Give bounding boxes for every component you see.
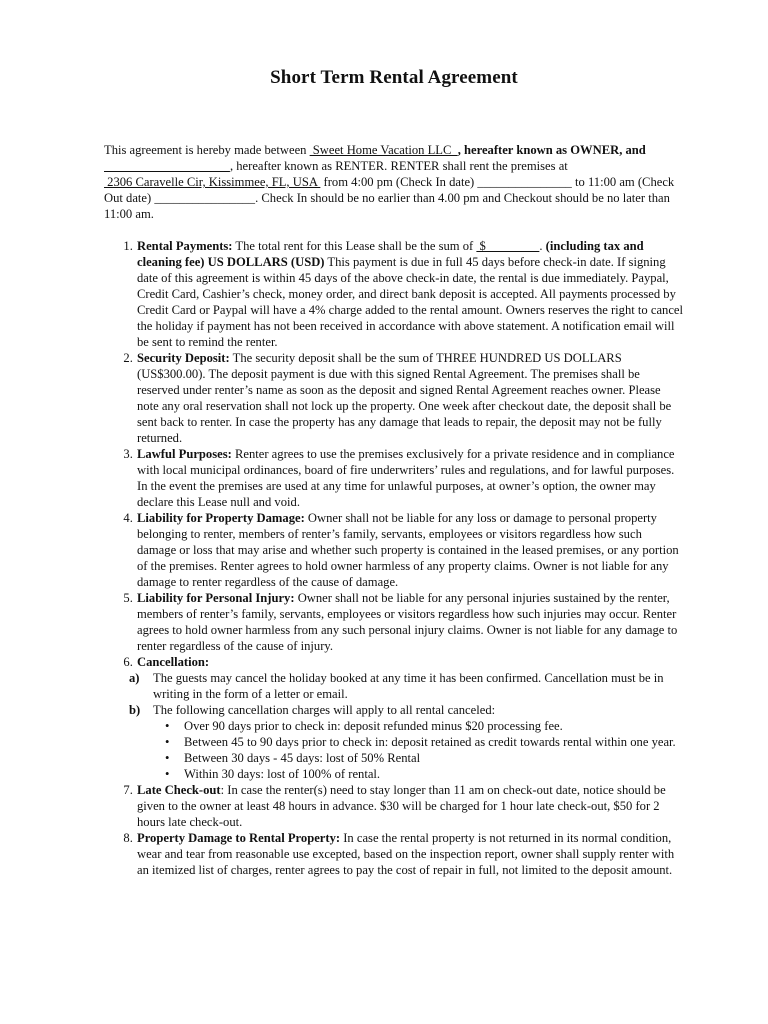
terms-list (104, 238, 684, 878)
section-property-damage-rental (136, 830, 684, 878)
sub-label: a) (129, 671, 140, 685)
bullet-item: • Between 45 to 90 days prior to check in: deposit retained as credit towards rental within one year. (163, 734, 684, 750)
section-lawful-purposes (136, 446, 684, 510)
section-heading: Lawful Purposes: (137, 447, 232, 461)
intro-text: , hereafter known as OWNER, and (457, 143, 646, 157)
section-text: The security deposit shall be the sum of THREE HUNDRED US DOLLARS (US$300.00). The deposit payment is due with this signed Rental Agreement. The premises shall be reserved under renter’s name as soon as the deposit and signed Rental Agreement reaches owner. Please note any oral reservation shall not lock up the property. One week after checkout date, the deposit shall be sent back to renter. In case the property has any damage that leads to repair, the deposit may not be fully returned. (137, 351, 672, 445)
section-text: : In case the renter(s) need to stay longer than 11 am on check-out date, notice should be given to the owner at least 48 hours in advance. $30 will be charged for 1 hour late check-out, $50 for 2 hours late check-out. (137, 783, 666, 829)
section-text: The total rent for this Lease shall be the sum of (232, 239, 477, 253)
intro-paragraph (104, 142, 684, 222)
list-item (129, 670, 684, 702)
section-property-damage-liability (136, 510, 684, 590)
section-text: Owner shall not be liable for any loss or damage to personal property belonging to renter, members of renter’s family, servants, employees or visitors regardless how such damage or loss that may arise and whether such property is contained in the leased premises, or any portion of the premises. Renter agrees to hold owner harmless of any property claims. Owner is not liable for any damage to renter regardless of the cause of damage. (137, 511, 679, 589)
section-heading: Cancellation: (137, 655, 210, 669)
intro-text: , hereafter known as RENTER. RENTER shall rent the premises at (229, 159, 568, 173)
section-heading: Rental Payments: (137, 239, 233, 253)
section-text: In case the rental property is not returned in its normal condition, wear and tear from reasonable use excepted, based on the inspection report, owner shall supply renter with an itemized list of charges, renter agrees to pay the cost of repair in full, not limited to the deposit amount. (137, 831, 675, 877)
section-heading: Property Damage to Rental Property: (137, 831, 341, 845)
sub-label: b) (129, 703, 141, 717)
cancellation-charges-list (163, 718, 684, 782)
cancellation-sublist (129, 670, 684, 782)
section-heading: Security Deposit: (137, 351, 230, 365)
sub-text: The guests may cancel the holiday booked at any time it has been confirmed. Cancellation must be in writing in the form of a letter or email. (153, 671, 664, 701)
intro-text: This agreement is hereby made between (104, 143, 310, 157)
section-heading: Liability for Personal Injury: (137, 591, 295, 605)
list-item (129, 702, 684, 782)
bullet-item: • Within 30 days: lost of 100% of rental. (163, 766, 684, 782)
section-text: Renter agrees to use the premises exclusively for a private residence and in compliance with local municipal ordinances, board of fire underwriters’ rules and regulations, and for lawful purposes. In the event the premises are used at any time for unlawful purposes, at owner’s option, the owner may declare this Lease null and void. (137, 447, 675, 509)
rent-amount-blank: $ (476, 239, 540, 253)
owner-name-field: Sweet Home Vacation LLC (309, 143, 458, 157)
document-title: Short Term Rental Agreement (270, 67, 518, 88)
section-cancellation (129, 654, 684, 782)
sub-text: The following cancellation charges will apply to all rental canceled: (153, 703, 496, 717)
renter-name-blank (104, 159, 230, 173)
section-heading: Liability for Property Damage: (137, 511, 305, 525)
bullet-item: • Between 30 days - 45 days: lost of 50% Rental (163, 750, 684, 766)
section-text: This payment is due in full 45 days before check-in date. If signing date of this agreement is within 45 days of the above check-in date, the rental is due immediately. Paypal, Credit Card, Cashier’s check, money order, and direct bank deposit is accepted. All payments processed by Credit Card or Paypal will have a 4% charge added to the rental amount. Owners reserves the right to cancel the holiday if payment has not been received in accordance with above statement. A notification email will be sent to remind the renter. (137, 255, 684, 349)
section-personal-injury-liability (136, 590, 684, 654)
property-address-field: 2306 Caravelle Cir, Kissimmee, FL, USA (104, 175, 321, 189)
bullet-item: • Over 90 days prior to check in: deposit refunded minus $20 processing fee. (163, 718, 684, 734)
section-bold-text: (including tax and cleaning fee) US DOLLARS (USD) (137, 239, 644, 269)
section-rental-payments: 1. Rental Payments: The total rent for this Lease shall be the sum of $ . (including tax and cleaning fee) US DOLLARS (USD) This payment is due in full 45 days before check-in date. If signing date of this agreement is within 45 days of the above check-in date, the rental is due immediately. Paypal, Credit Card, Cashier’s check, money order, and direct bank deposit is accepted. All payments processed by Credit Card or Paypal will have a 4% charge added to the rental amount. Owners reserves the right to cancel the holiday if payment has not been received in accordance with above statement. A notification email will be sent to remind the renter. (136, 238, 684, 350)
section-text: Owner shall not be liable for any personal injuries sustained by the renter, members of renter’s family, servants, employees or visitors regardless how such injuries may occur. Renter agrees to hold owner harmless from any such personal injury claims. Owner is not liable for any damage to renter regardless of the cause of injury. (137, 591, 678, 653)
section-heading: Late Check-out (137, 783, 221, 797)
section-security-deposit (136, 350, 684, 446)
intro-text: from 4:00 pm (Check In date) _______________ to 11:00 am (Check Out date) ________________. Check In should be no earlier than 4.00 pm and Checkout should be no later than 11:00 am. (104, 175, 675, 221)
section-late-checkout (136, 782, 684, 830)
